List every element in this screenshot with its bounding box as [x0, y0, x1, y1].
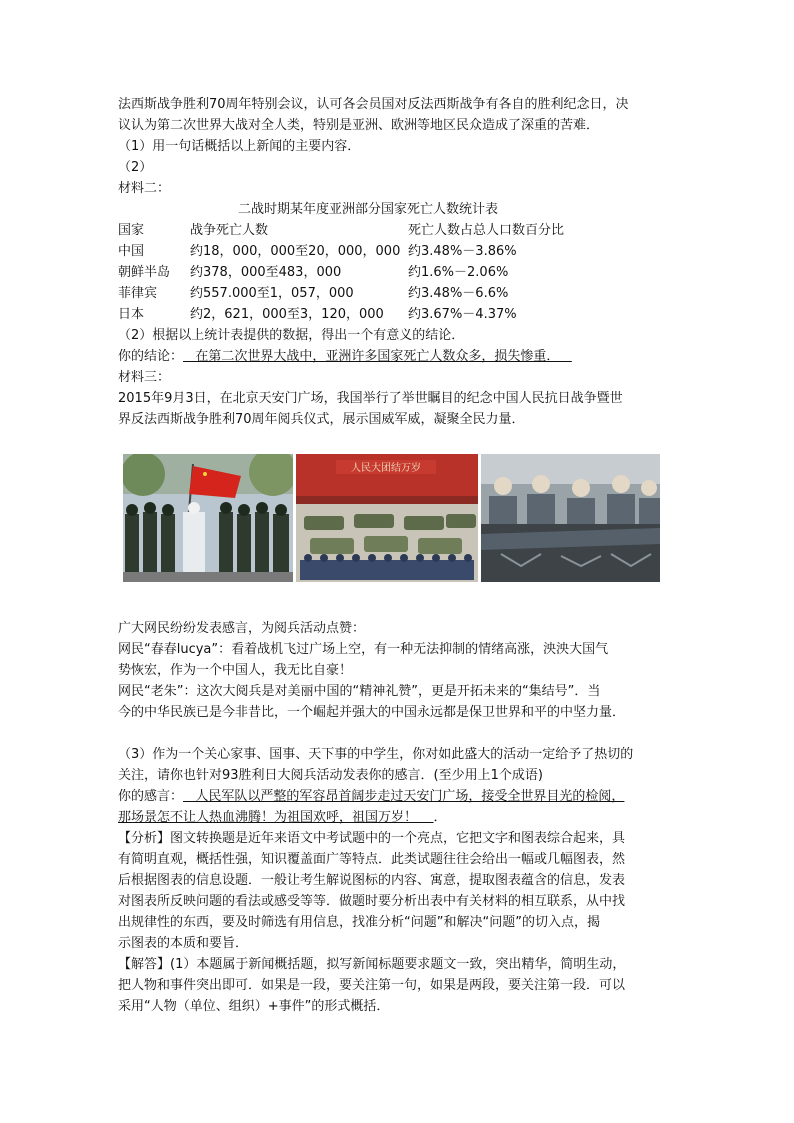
analysis-text: 图文转换题是近年来语文中考试题中的一个亮点，它把文字和图表综合起来，具 [170, 831, 626, 846]
answer-text: 在第二次世界大战中，亚洲许多国家死亡人数众多，损失惨重． [183, 349, 572, 364]
photo-tiananmen-missiles [296, 454, 478, 582]
death-statistics-table [118, 220, 658, 325]
header-percent: 死亡人数占总人口数百分比 [408, 223, 565, 238]
document-body-lower [118, 618, 678, 1017]
cell-deaths: 约378，000至483，000 [190, 265, 342, 280]
cell-country: 朝鲜半岛 [118, 265, 171, 280]
intro-line-1: 法西斯战争胜利70周年特别会议，认可各会员国对反法西斯战争有各自的胜利纪念日，决 [118, 97, 629, 112]
question-3-line-2: 关注，请你也针对93胜利日大阅兵活动发表你的感言．(至少用上1个成语) [118, 768, 543, 783]
solution-tag: 【解答】 [118, 957, 171, 972]
question-3-line-1: （3）作为一个关心家事、国事、天下事的中学生，你对如此盛大的活动一定给予了热切的 [118, 747, 634, 762]
material-3-heading: 材料三： [118, 370, 171, 385]
document-body [118, 94, 678, 430]
question-1: （1）用一句话概括以上新闻的主要内容． [118, 139, 361, 154]
material-3-line-2: 界反法西斯战争胜利70周年阅兵仪式，展示国威军威，凝聚全民力量． [118, 412, 525, 427]
table-row [118, 304, 658, 325]
analysis-line-2: 有简明直观，概括性强，知识覆盖面广等特点．此类试题往往会给出一幅或几幅图表，然 [118, 852, 626, 867]
header-country: 国家 [118, 223, 145, 238]
netizen-comment-2-line-1: 网民“老朱”：这次大阅兵是对美丽中国的“精神礼赞”，更是开拓未来的“集结号”．当 [118, 684, 601, 699]
veterans-image [481, 454, 660, 582]
spacer [118, 723, 678, 744]
solution-text: (1）本题属于新闻概括题，拟写新闻标题要求题文一致，突出精华，简明生动， [170, 957, 626, 972]
analysis-line-3: 后根据图表的信息设题．一般让考生解说图标的内容、寓意，提取图表蕴含的信息，发表 [118, 873, 626, 888]
photo-veterans [481, 454, 660, 582]
question-2-prompt: （2）根据以上统计表提供的数据，得出一个有意义的结论． [118, 328, 465, 343]
material-2-heading: 材料二： [118, 181, 171, 196]
cell-country: 菲律宾 [118, 286, 158, 301]
cell-deaths: 约557.000至1，057，000 [190, 286, 354, 301]
question-2-answer [118, 346, 678, 367]
solution-line-2: 把人物和事件突出即可．如果是一段，要关注第一句，如果是两段，要关注第一段．可以 [118, 978, 626, 993]
header-deaths: 战争死亡人数 [190, 223, 269, 238]
photo-flag-guard [123, 454, 293, 582]
solution-line-1 [118, 954, 678, 975]
netizen-comment-2-line-2: 今的中华民族已是今非昔比，一个崛起并强大的中国永远都是保卫世界和平的中坚力量． [118, 705, 626, 720]
table-title: 二战时期某年度亚洲部分国家死亡人数统计表 [237, 202, 498, 217]
cell-deaths: 约2，621，000至3，120，000 [190, 307, 384, 322]
tiananmen-missile-image [296, 454, 478, 582]
answer-text: 人民军队以严整的军容昂首阔步走过天安门广场，接受全世界目光的检阅， [183, 789, 625, 804]
netizens-intro: 广大网民纷纷发表感言，为阅兵活动点赞： [118, 621, 366, 636]
cell-percent: 约3.48%－6.6% [408, 286, 509, 301]
table-row [118, 241, 658, 262]
cell-country: 日本 [118, 307, 145, 322]
flag-guard-image [123, 454, 293, 582]
answer-end: ． [433, 810, 447, 825]
answer-label: 你的结论： [118, 349, 184, 364]
question-2-marker: （2） [118, 160, 153, 175]
banner-text: 人民大团结万岁 [351, 463, 421, 474]
analysis-line-4: 对图表所反映问题的看法或感受等等．做题时要分析出表中有关材料的相互联系，从中找 [118, 894, 626, 909]
material-3-line-1: 2015年9月3日，在北京天安门广场，我国举行了举世瞩目的纪念中国人民抗日战争暨世 [118, 391, 623, 406]
table-row [118, 283, 658, 304]
analysis-line-1 [118, 828, 678, 849]
solution-line-3: 采用“人物（单位、组织）+事件”的形式概括． [118, 999, 390, 1014]
cell-percent: 约3.67%－4.37% [408, 307, 517, 322]
intro-line-2: 议认为第二次世界大战对全人类，特别是亚洲、欧洲等地区民众造成了深重的苦难． [118, 118, 600, 133]
question-3-answer-line-1 [118, 786, 678, 807]
netizen-comment-1-line-2: 势恢宏，作为一个中国人，我无比自豪！ [118, 663, 353, 678]
cell-percent: 约3.48%－3.86% [408, 244, 517, 259]
analysis-tag: 【分析】 [118, 831, 171, 846]
cell-country: 中国 [118, 244, 145, 259]
question-3-answer-line-2 [118, 807, 678, 828]
cell-deaths: 约18，000，000至20，000，000 [190, 244, 401, 259]
analysis-line-5: 出规律性的东西，要及时筛选有用信息，找准分析“问题”和解决“问题”的切入点，揭 [118, 915, 600, 930]
analysis-line-6: 示图表的本质和要旨． [118, 936, 249, 951]
parade-photos [123, 454, 660, 582]
table-row [118, 262, 658, 283]
table-header-row [118, 220, 658, 241]
netizen-comment-1-line-1: 网民“春春lucya”：看着战机飞过广场上空，有一种无法抑制的情绪高涨，泱泱大国气 [118, 642, 609, 657]
answer-text: 那场景怎不让人热血沸腾！为祖国欢呼，祖国万岁！ [118, 810, 434, 825]
answer-label: 你的感言： [118, 789, 184, 804]
cell-percent: 约1.6%－2.06% [408, 265, 509, 280]
